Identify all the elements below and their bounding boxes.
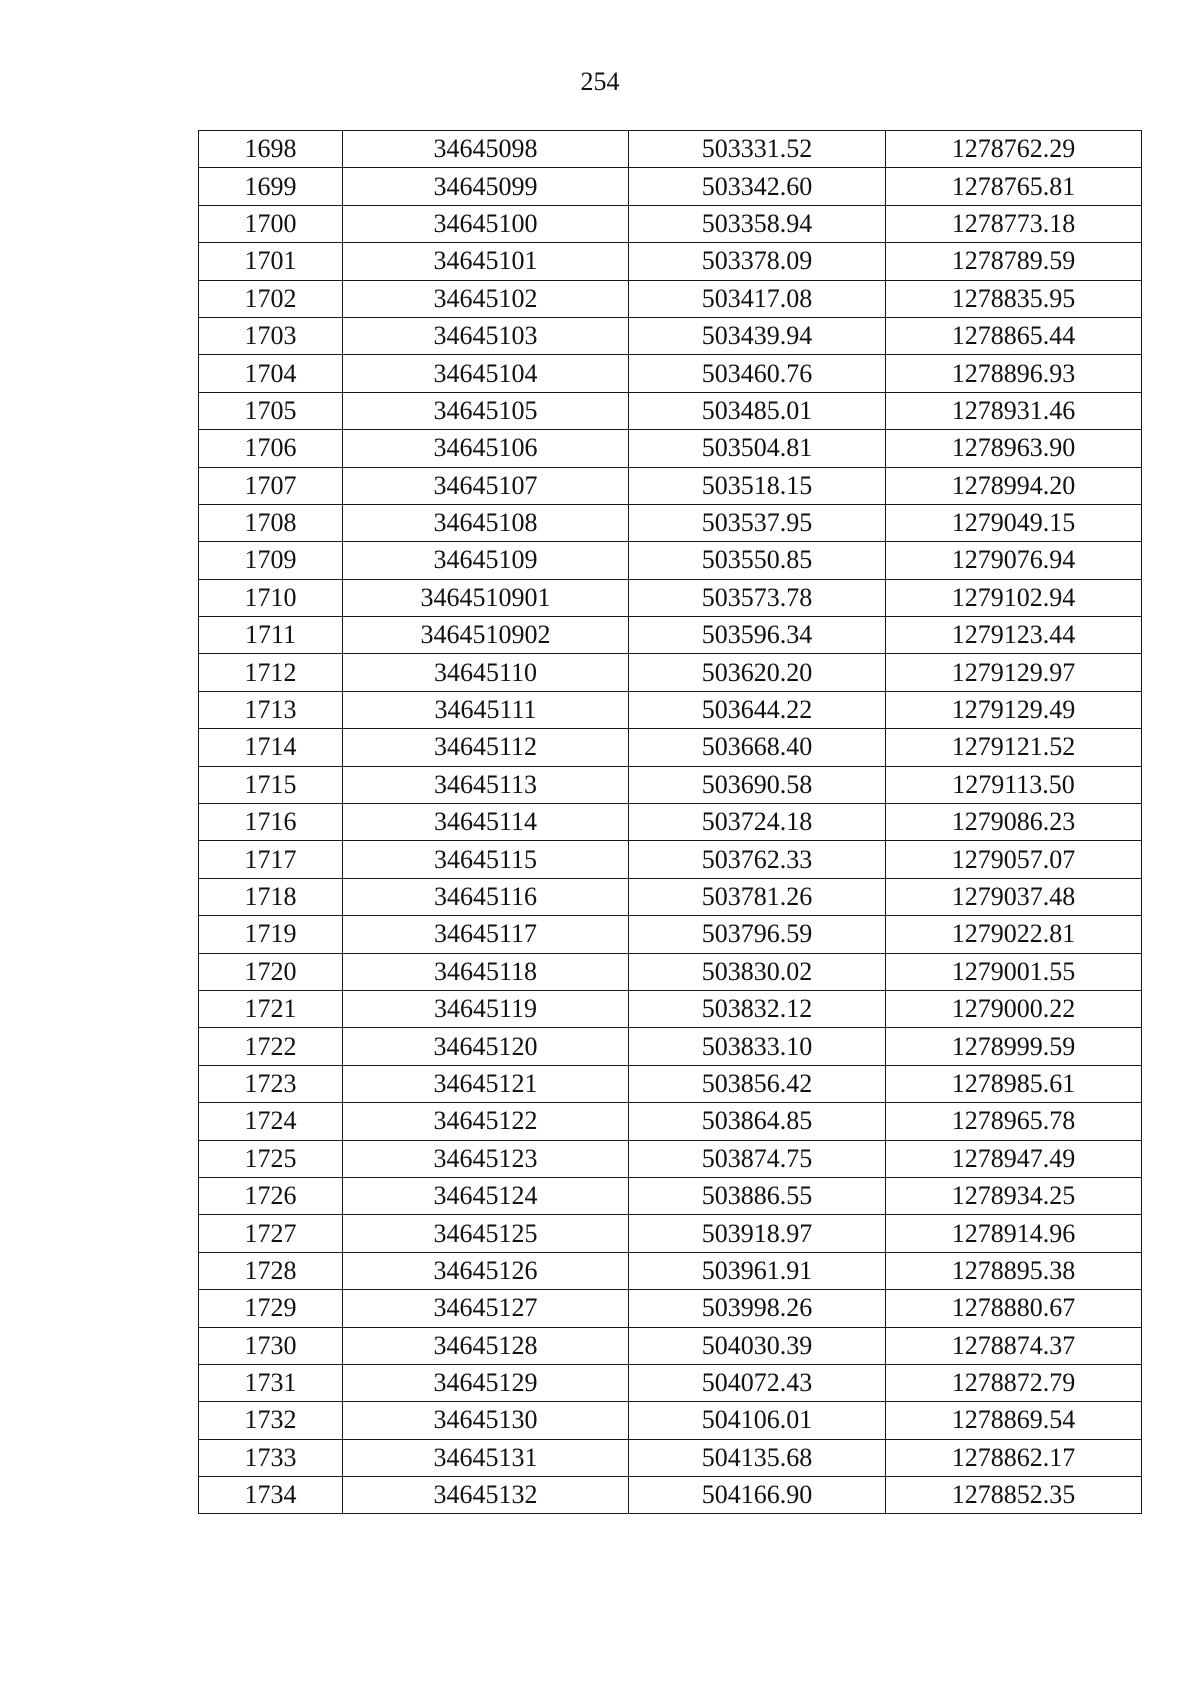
x-coordinate-cell: 503485.01 xyxy=(629,392,886,429)
point-number-cell: 1703 xyxy=(199,317,343,354)
x-coordinate-cell: 503874.75 xyxy=(629,1140,886,1177)
point-number-cell: 1726 xyxy=(199,1177,343,1214)
point-number-cell: 1725 xyxy=(199,1140,343,1177)
table-row xyxy=(199,317,1142,354)
x-coordinate-cell: 504166.90 xyxy=(629,1477,886,1514)
point-id-cell: 3464510901 xyxy=(343,579,629,616)
point-id-cell: 34645110 xyxy=(343,654,629,691)
point-number-cell: 1706 xyxy=(199,430,343,467)
point-number-cell: 1730 xyxy=(199,1327,343,1364)
point-id-cell: 34645101 xyxy=(343,243,629,280)
x-coordinate-cell: 503856.42 xyxy=(629,1065,886,1102)
table-row xyxy=(199,1252,1142,1289)
point-id-cell: 34645111 xyxy=(343,691,629,728)
table-row xyxy=(199,691,1142,728)
table-row xyxy=(199,355,1142,392)
x-coordinate-cell: 503620.20 xyxy=(629,654,886,691)
table-row xyxy=(199,1290,1142,1327)
point-id-cell: 34645121 xyxy=(343,1065,629,1102)
y-coordinate-cell: 1279037.48 xyxy=(886,878,1142,915)
y-coordinate-cell: 1278869.54 xyxy=(886,1402,1142,1439)
x-coordinate-cell: 503668.40 xyxy=(629,729,886,766)
x-coordinate-cell: 503762.33 xyxy=(629,841,886,878)
table-row xyxy=(199,1364,1142,1401)
table-row xyxy=(199,1103,1142,1140)
point-id-cell: 34645124 xyxy=(343,1177,629,1214)
point-id-cell: 34645107 xyxy=(343,467,629,504)
table-row xyxy=(199,280,1142,317)
point-number-cell: 1716 xyxy=(199,804,343,841)
y-coordinate-cell: 1278762.29 xyxy=(886,131,1142,168)
point-number-cell: 1708 xyxy=(199,504,343,541)
point-number-cell: 1720 xyxy=(199,953,343,990)
point-number-cell: 1722 xyxy=(199,1028,343,1065)
point-number-cell: 1707 xyxy=(199,467,343,504)
table-row xyxy=(199,168,1142,205)
point-number-cell: 1721 xyxy=(199,990,343,1027)
table-row xyxy=(199,542,1142,579)
x-coordinate-cell: 503439.94 xyxy=(629,317,886,354)
table-row xyxy=(199,579,1142,616)
x-coordinate-cell: 503518.15 xyxy=(629,467,886,504)
point-id-cell: 34645106 xyxy=(343,430,629,467)
point-number-cell: 1699 xyxy=(199,168,343,205)
table-row xyxy=(199,392,1142,429)
point-id-cell: 34645120 xyxy=(343,1028,629,1065)
table-row xyxy=(199,467,1142,504)
point-number-cell: 1719 xyxy=(199,916,343,953)
table-row xyxy=(199,766,1142,803)
y-coordinate-cell: 1278789.59 xyxy=(886,243,1142,280)
point-number-cell: 1710 xyxy=(199,579,343,616)
x-coordinate-cell: 503596.34 xyxy=(629,617,886,654)
y-coordinate-cell: 1279086.23 xyxy=(886,804,1142,841)
table-row xyxy=(199,841,1142,878)
y-coordinate-cell: 1279022.81 xyxy=(886,916,1142,953)
x-coordinate-cell: 503378.09 xyxy=(629,243,886,280)
x-coordinate-cell: 503998.26 xyxy=(629,1290,886,1327)
table-row xyxy=(199,504,1142,541)
y-coordinate-cell: 1278994.20 xyxy=(886,467,1142,504)
table-row xyxy=(199,1065,1142,1102)
point-number-cell: 1724 xyxy=(199,1103,343,1140)
point-id-cell: 34645126 xyxy=(343,1252,629,1289)
point-id-cell: 34645131 xyxy=(343,1439,629,1476)
point-number-cell: 1727 xyxy=(199,1215,343,1252)
x-coordinate-cell: 503460.76 xyxy=(629,355,886,392)
point-id-cell: 34645114 xyxy=(343,804,629,841)
point-id-cell: 34645105 xyxy=(343,392,629,429)
point-id-cell: 34645104 xyxy=(343,355,629,392)
point-number-cell: 1711 xyxy=(199,617,343,654)
y-coordinate-cell: 1278852.35 xyxy=(886,1477,1142,1514)
y-coordinate-cell: 1278865.44 xyxy=(886,317,1142,354)
y-coordinate-cell: 1279057.07 xyxy=(886,841,1142,878)
x-coordinate-cell: 503690.58 xyxy=(629,766,886,803)
y-coordinate-cell: 1279121.52 xyxy=(886,729,1142,766)
point-id-cell: 34645109 xyxy=(343,542,629,579)
x-coordinate-cell: 503573.78 xyxy=(629,579,886,616)
point-id-cell: 34645100 xyxy=(343,205,629,242)
table-row xyxy=(199,878,1142,915)
y-coordinate-cell: 1278931.46 xyxy=(886,392,1142,429)
x-coordinate-cell: 503537.95 xyxy=(629,504,886,541)
point-number-cell: 1712 xyxy=(199,654,343,691)
point-id-cell: 34645130 xyxy=(343,1402,629,1439)
point-number-cell: 1704 xyxy=(199,355,343,392)
y-coordinate-cell: 1278835.95 xyxy=(886,280,1142,317)
y-coordinate-cell: 1278934.25 xyxy=(886,1177,1142,1214)
point-number-cell: 1702 xyxy=(199,280,343,317)
point-number-cell: 1698 xyxy=(199,131,343,168)
point-number-cell: 1700 xyxy=(199,205,343,242)
y-coordinate-cell: 1279076.94 xyxy=(886,542,1142,579)
x-coordinate-cell: 503550.85 xyxy=(629,542,886,579)
y-coordinate-cell: 1279123.44 xyxy=(886,617,1142,654)
table-row xyxy=(199,205,1142,242)
table-row xyxy=(199,804,1142,841)
point-number-cell: 1729 xyxy=(199,1290,343,1327)
point-number-cell: 1733 xyxy=(199,1439,343,1476)
y-coordinate-cell: 1278985.61 xyxy=(886,1065,1142,1102)
point-number-cell: 1718 xyxy=(199,878,343,915)
table-row xyxy=(199,916,1142,953)
y-coordinate-cell: 1278773.18 xyxy=(886,205,1142,242)
point-id-cell: 34645132 xyxy=(343,1477,629,1514)
point-id-cell: 34645108 xyxy=(343,504,629,541)
x-coordinate-cell: 503504.81 xyxy=(629,430,886,467)
y-coordinate-cell: 1279129.49 xyxy=(886,691,1142,728)
y-coordinate-cell: 1278914.96 xyxy=(886,1215,1142,1252)
table-row xyxy=(199,1215,1142,1252)
y-coordinate-cell: 1279129.97 xyxy=(886,654,1142,691)
point-number-cell: 1705 xyxy=(199,392,343,429)
point-number-cell: 1723 xyxy=(199,1065,343,1102)
x-coordinate-cell: 503781.26 xyxy=(629,878,886,915)
point-id-cell: 34645127 xyxy=(343,1290,629,1327)
x-coordinate-cell: 503832.12 xyxy=(629,990,886,1027)
table-row xyxy=(199,1177,1142,1214)
y-coordinate-cell: 1278862.17 xyxy=(886,1439,1142,1476)
table-row xyxy=(199,953,1142,990)
x-coordinate-cell: 503833.10 xyxy=(629,1028,886,1065)
point-id-cell: 34645112 xyxy=(343,729,629,766)
y-coordinate-cell: 1279049.15 xyxy=(886,504,1142,541)
y-coordinate-cell: 1279001.55 xyxy=(886,953,1142,990)
x-coordinate-cell: 503342.60 xyxy=(629,168,886,205)
y-coordinate-cell: 1278947.49 xyxy=(886,1140,1142,1177)
point-id-cell: 34645113 xyxy=(343,766,629,803)
point-number-cell: 1701 xyxy=(199,243,343,280)
point-id-cell: 34645123 xyxy=(343,1140,629,1177)
y-coordinate-cell: 1279102.94 xyxy=(886,579,1142,616)
x-coordinate-cell: 504030.39 xyxy=(629,1327,886,1364)
point-number-cell: 1715 xyxy=(199,766,343,803)
table-row xyxy=(199,1402,1142,1439)
x-coordinate-cell: 504106.01 xyxy=(629,1402,886,1439)
point-id-cell: 34645099 xyxy=(343,168,629,205)
point-id-cell: 34645125 xyxy=(343,1215,629,1252)
x-coordinate-cell: 503417.08 xyxy=(629,280,886,317)
x-coordinate-cell: 503961.91 xyxy=(629,1252,886,1289)
point-id-cell: 34645115 xyxy=(343,841,629,878)
x-coordinate-cell: 503644.22 xyxy=(629,691,886,728)
point-id-cell: 34645119 xyxy=(343,990,629,1027)
point-id-cell: 34645098 xyxy=(343,131,629,168)
coordinates-table xyxy=(198,130,1142,1514)
table-row xyxy=(199,131,1142,168)
y-coordinate-cell: 1278872.79 xyxy=(886,1364,1142,1401)
point-id-cell: 34645129 xyxy=(343,1364,629,1401)
point-number-cell: 1728 xyxy=(199,1252,343,1289)
x-coordinate-cell: 503918.97 xyxy=(629,1215,886,1252)
y-coordinate-cell: 1279113.50 xyxy=(886,766,1142,803)
y-coordinate-cell: 1278896.93 xyxy=(886,355,1142,392)
point-number-cell: 1717 xyxy=(199,841,343,878)
x-coordinate-cell: 503886.55 xyxy=(629,1177,886,1214)
table-row xyxy=(199,1439,1142,1476)
x-coordinate-cell: 503724.18 xyxy=(629,804,886,841)
y-coordinate-cell: 1278895.38 xyxy=(886,1252,1142,1289)
y-coordinate-cell: 1278963.90 xyxy=(886,430,1142,467)
point-number-cell: 1732 xyxy=(199,1402,343,1439)
table-row xyxy=(199,1140,1142,1177)
table-row xyxy=(199,1327,1142,1364)
x-coordinate-cell: 503864.85 xyxy=(629,1103,886,1140)
point-id-cell: 34645118 xyxy=(343,953,629,990)
point-number-cell: 1713 xyxy=(199,691,343,728)
y-coordinate-cell: 1278965.78 xyxy=(886,1103,1142,1140)
table-row xyxy=(199,729,1142,766)
x-coordinate-cell: 504072.43 xyxy=(629,1364,886,1401)
table-row xyxy=(199,617,1142,654)
coordinates-table-body xyxy=(199,131,1142,1514)
y-coordinate-cell: 1278880.67 xyxy=(886,1290,1142,1327)
point-id-cell: 34645122 xyxy=(343,1103,629,1140)
table-row xyxy=(199,243,1142,280)
point-number-cell: 1709 xyxy=(199,542,343,579)
x-coordinate-cell: 503331.52 xyxy=(629,131,886,168)
x-coordinate-cell: 503358.94 xyxy=(629,205,886,242)
table-row xyxy=(199,430,1142,467)
point-number-cell: 1734 xyxy=(199,1477,343,1514)
point-id-cell: 34645117 xyxy=(343,916,629,953)
point-id-cell: 34645102 xyxy=(343,280,629,317)
table-row xyxy=(199,654,1142,691)
y-coordinate-cell: 1278999.59 xyxy=(886,1028,1142,1065)
x-coordinate-cell: 503830.02 xyxy=(629,953,886,990)
y-coordinate-cell: 1278765.81 xyxy=(886,168,1142,205)
point-id-cell: 34645103 xyxy=(343,317,629,354)
y-coordinate-cell: 1278874.37 xyxy=(886,1327,1142,1364)
point-id-cell: 34645116 xyxy=(343,878,629,915)
x-coordinate-cell: 504135.68 xyxy=(629,1439,886,1476)
point-number-cell: 1731 xyxy=(199,1364,343,1401)
x-coordinate-cell: 503796.59 xyxy=(629,916,886,953)
table-row xyxy=(199,1477,1142,1514)
table-row xyxy=(199,990,1142,1027)
point-number-cell: 1714 xyxy=(199,729,343,766)
point-id-cell: 34645128 xyxy=(343,1327,629,1364)
point-id-cell: 3464510902 xyxy=(343,617,629,654)
y-coordinate-cell: 1279000.22 xyxy=(886,990,1142,1027)
page-number: 254 xyxy=(580,67,620,96)
table-row xyxy=(199,1028,1142,1065)
